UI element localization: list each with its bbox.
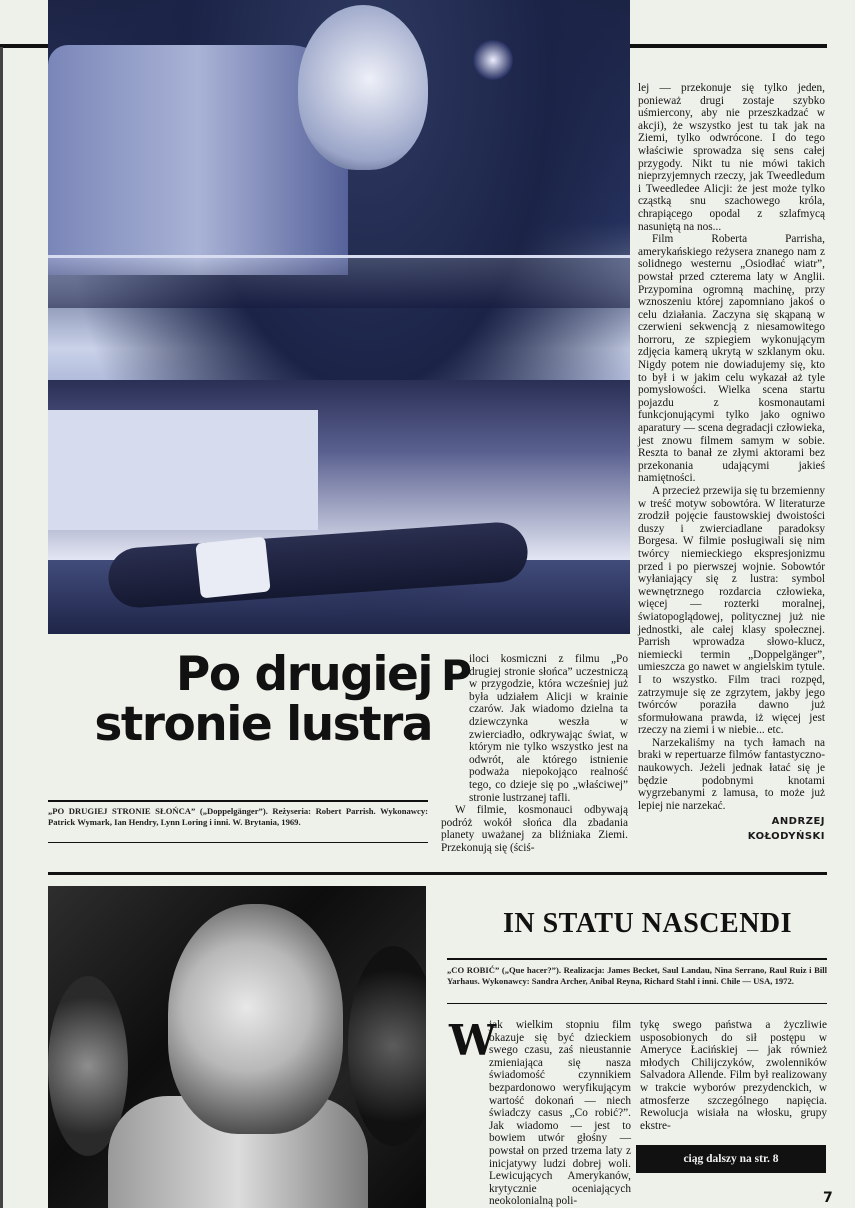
credits-rule-bottom <box>48 842 428 843</box>
film-still-doppelganger <box>48 0 630 634</box>
top-rule-left <box>0 44 48 48</box>
article1-dropcap: P <box>441 651 472 700</box>
article2-credits: „CO ROBIĆ” („Que hacer?”). Realizacja: James Becket, Saul Landau, Nina Serrano, Raul Ruiz i Bill Yarhaus. Wykonawcy: Sandra Archer, Anibal Reyna, Richard Stahl i inni. Chile — USA, 1972. <box>447 965 827 986</box>
credits-rule-top <box>48 800 428 802</box>
article1-credits: „PO DRUGIEJ STRONIE SŁOŃCA” („Doppelgänger”). Reżyseria: Robert Parrish. Wykonawcy: Patrick Wymark, Ian Hendry, Lynn Loring i inni. W. Brytania, 1969. <box>48 806 428 827</box>
article1-author: ANDRZEJ KOŁODYŃSKI <box>747 816 825 842</box>
top-rule-right <box>630 44 827 48</box>
article2-headline: IN STATU NASCENDI <box>502 908 793 939</box>
article1-column-right: lej — przekonuje się tylko jeden, ponieważ drugi zostaje szybko uśmiercony, aby nie przeszkadzać w akcji), że wszystko jest tu tak jak na Ziemi, tylko odwrócone. I do tego właściwie sprowadza się sens całej przygody. Nikt tu nie mówi takich nieprzyjemnych rzeczy, jak Tweedledum i Tweedledee Alicji: że jest może tylko cząstką snu szachowego króla, chrapiącego opodal z szlafmycą nasuniętą na nos... Film Roberta Parrisha, amerykańskiego reżysera znanego nam z solidnego westernu „Osiodłać wiatr”, powstał przed czterema laty w Anglii. Przypomina ogromną machinę, przy wznoszeniu której zapomniano jakoś o celu działania. Zaczyna się skąpaną w czerwieni sekwencją z niesamowitego horroru, ze szpiegiem wykonującym zdjęcia kamerą ukrytą w szklanym oku. Nigdy potem nie dowiadujemy się, kto to był i w jakim celu wykazał aż tyle pomysłowości. Wielka scena startu pojazdu z kosmonautami funkcjonującymi tylko jako ogniwo aparatury — scena degradacji człowieka, jest znowu filmem samym w sobie. Reszta to banał ze złymi aktorami bez przekonania udającymi jakieś namiętności. A przecież przewija się tu brzemienny w treść motyw sobowtóra. W literaturze zrodził pojęcie faustowskiej dwoistości duszy i zwierciadlane paradoksy Borgesa. W filmie posługiwali się nim twórcy niemieckiego ekspresjonizmu przed i po pierwszej wojnie. Sobowtór wyłaniający się z lustra: symbol wewnętrznego rozdarcia człowieka, więcej — rozterki moralnej, światopoglądowej, politycznej już nie jednostki, ale całej klasy społecznej. Parrish wprowadza słowo-klucz, niemiecki termin „Doppelgänger”, umieszcza go nawet w angielskim tytule. I to wszystko. Film traci rozpęd, zatrzymuje się ze zgrzytem, jakby jego twórców poraziła dawno już sformułowana prawda, iż więcej jest rzeczy na ziemi i w niebie... etc. Narzekaliśmy na tych łamach na braki w repertuarze filmów fantastyczno-naukowych. Jeżeli jednak łatać się je będzie podobnymi knotami wygrzebanymi z lamusa, to może już lepiej nie narzekać. <box>638 82 825 812</box>
article1-headline: Po drugiej stronie lustra <box>94 647 432 752</box>
film-still-co-robic <box>48 886 426 1208</box>
credits2-rule-bottom <box>447 1003 827 1004</box>
article2-column-left: jak wielkim stopniu film okazuje się być dzieckiem swego czasu, zaś nieustannie zmieniająca się nasza świadomość czynnikiem bezpardonowo weryfikującym wartość dokonań — niech świadczy casus „Co robić?”. Jak wiadomo — jest to bowiem utwór głośny — powstał on przed trzema laty z inicjatywy ludzi dobrej woli. Lewicujących Amerykanów, krytycznie oceniających neokolonialną poli- <box>489 1019 631 1208</box>
credits2-rule-top <box>447 958 827 960</box>
article1-column-left: iloci kosmiczni z filmu „Po drugiej stronie słońca” uczestniczą w przygodzie, która wcześniej już była udziałem Alicji w krainie czarów. Jak wiadomo dzielna ta dziewczynka weszła w zwierciadło, odkrywając świat, w którym nie tylko wszystko jest na odwrót, ale którego istnienie podważa niepokojąco realność tego, co dzieje się po „właściwej” stronie lustrzanej tafli. W filmie, kosmonauci odbywają podróż wokół słońca dla zbadania planety uważanej za bliźniaka Ziemi. Przekonują się (ściś- <box>441 653 628 854</box>
section-separator <box>48 872 827 875</box>
page-number: 7 <box>823 1190 833 1206</box>
article2-column-right: tykę swego państwa a życzliwie usposobionych do sił postępu w Ameryce Łacińskiej — jak również młodych Chilijczyków, zwolenników Salvadora Allende. Film był realizowany w trakcie wyborów prezydenckich, w atmosferze szczególnego napięcia. Rewolucja wisiała na włosku, grupy ekstre- <box>640 1019 827 1132</box>
left-edge-rule <box>0 47 3 1208</box>
continued-on-page-badge: ciąg dalszy na str. 8 <box>636 1145 826 1173</box>
article2-dropcap: W <box>449 1016 497 1065</box>
